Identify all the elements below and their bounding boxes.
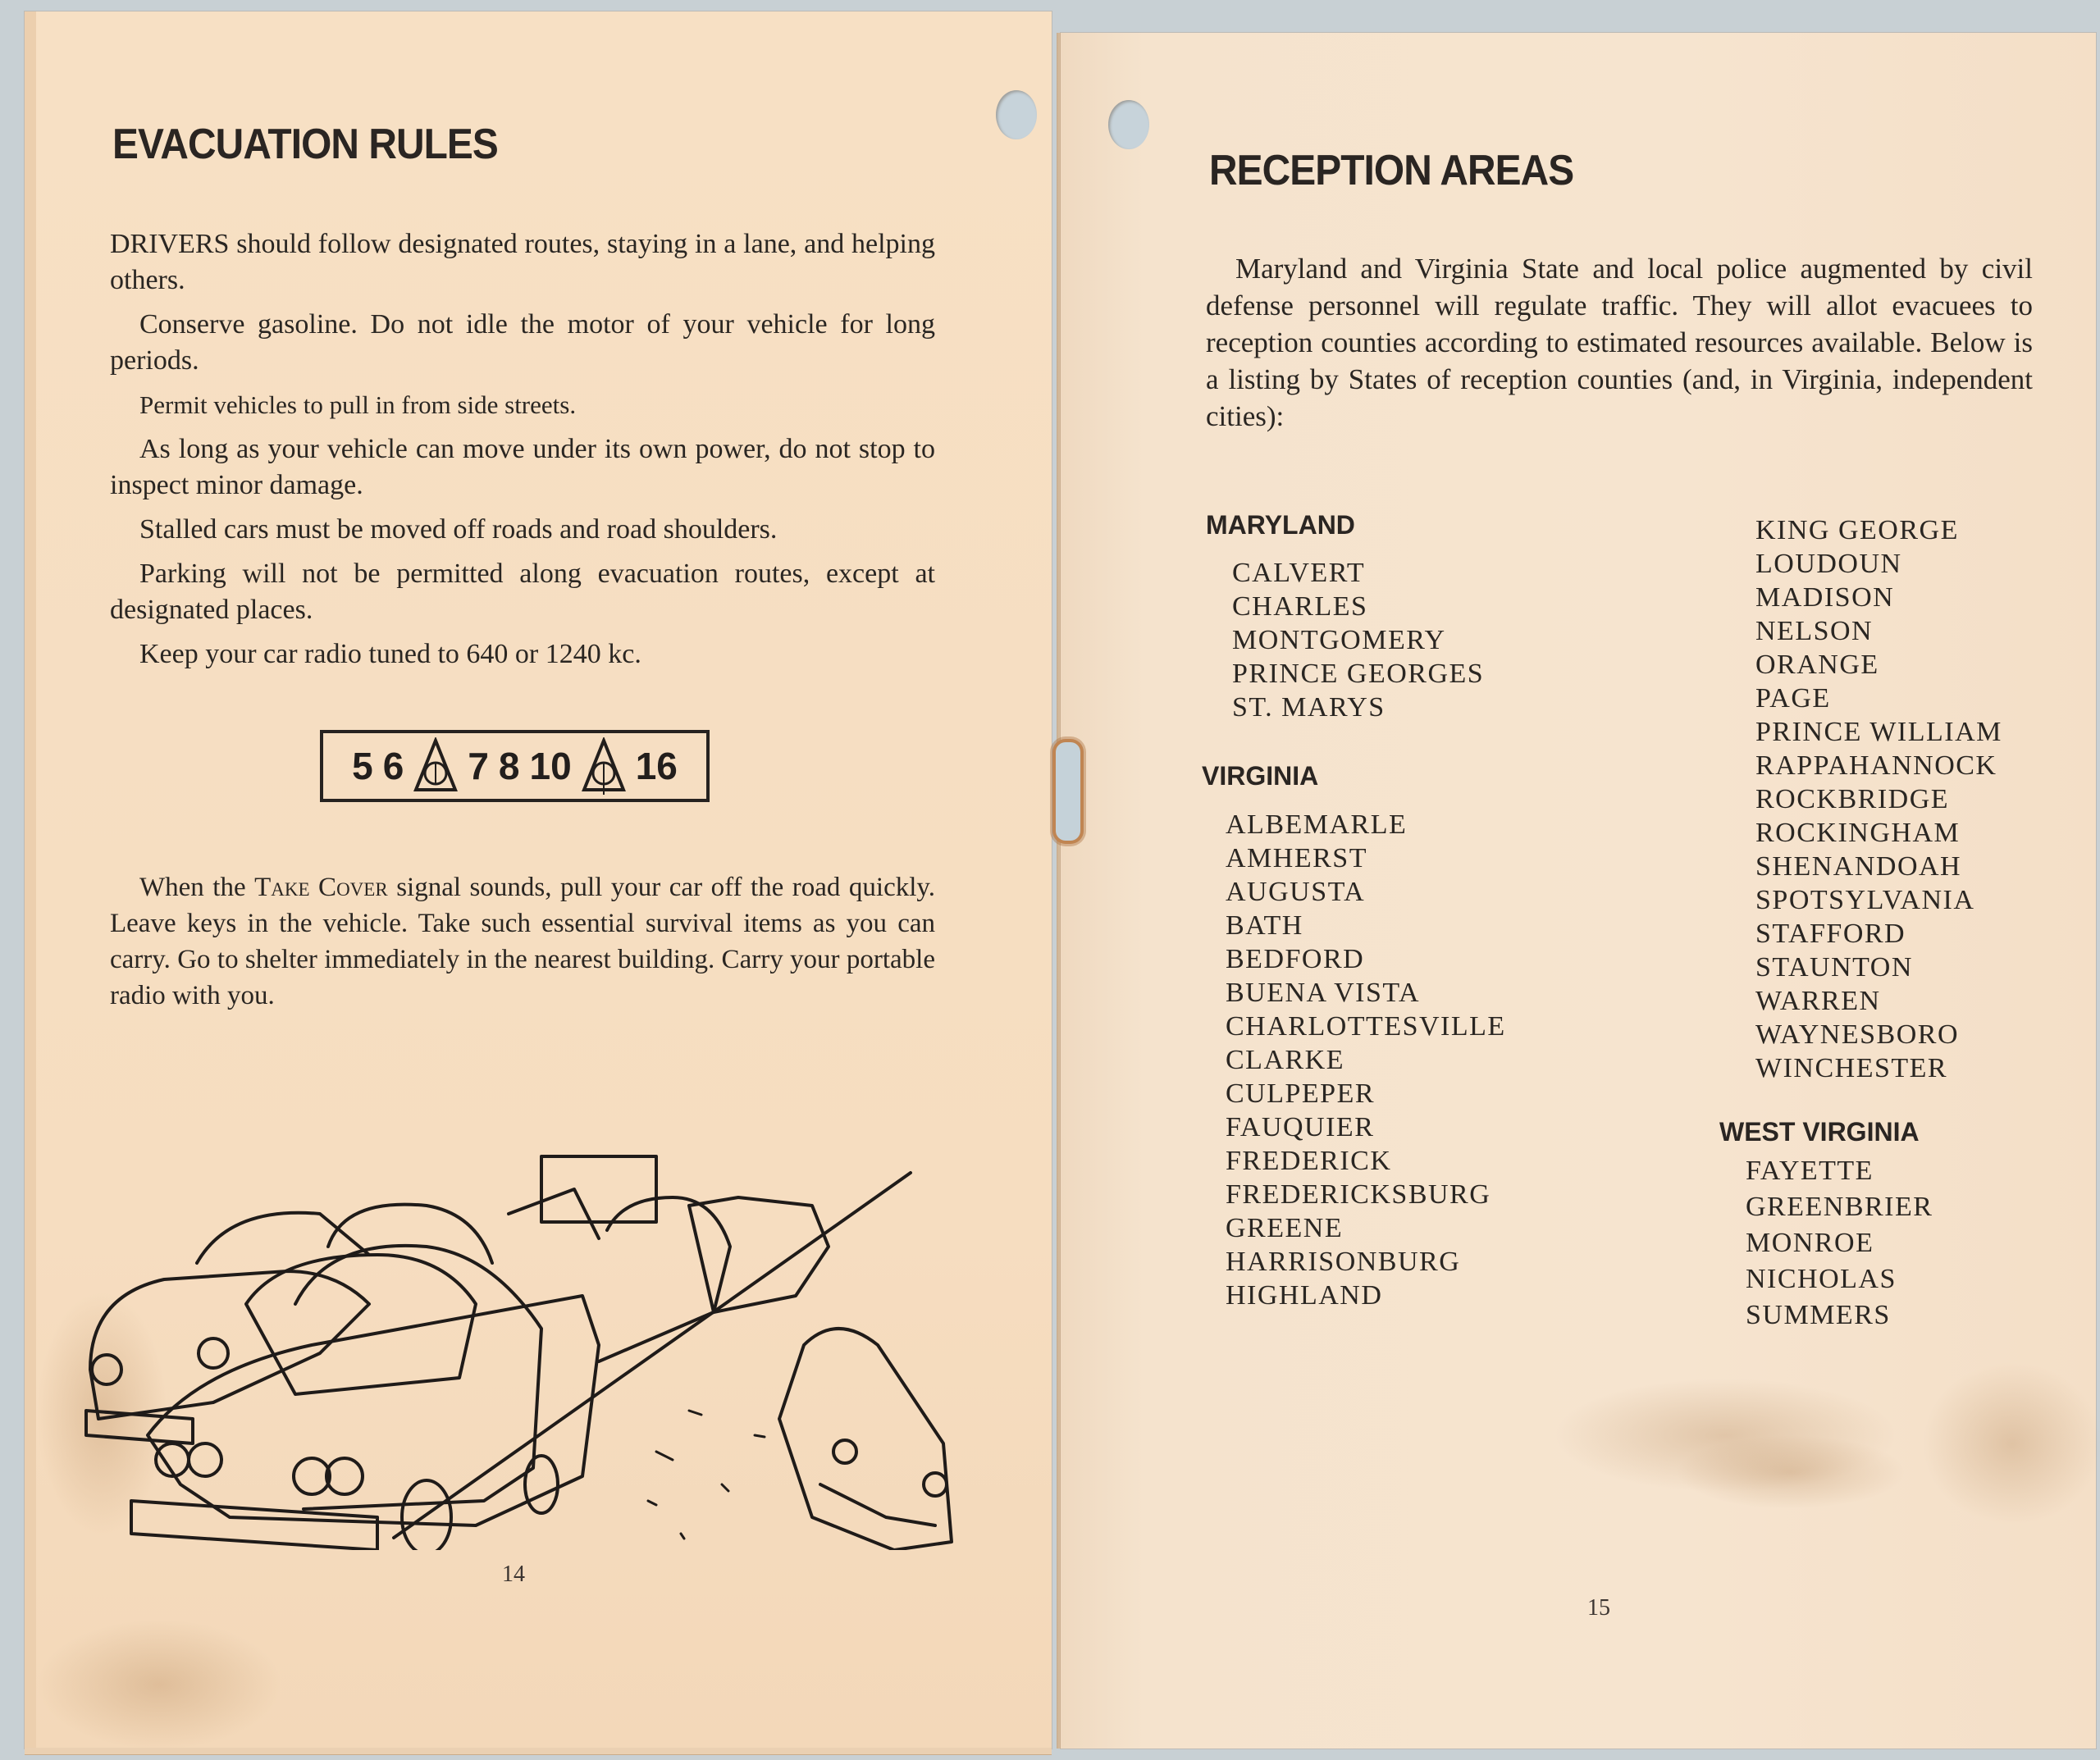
paper-stain [1676, 1435, 1906, 1509]
civil-defense-triangle-icon [582, 737, 626, 795]
binding-tear [1056, 742, 1080, 841]
page-title: EVACUATION RULES [112, 121, 498, 168]
county-item: BATH [1226, 910, 1303, 941]
county-item: ALBEMARLE [1226, 809, 1408, 840]
state-heading-virginia: VIRGINIA [1202, 761, 1319, 791]
rule-paragraph: Stalled cars must be moved off roads and road shoulders. [139, 514, 778, 545]
county-item: PAGE [1755, 683, 1831, 714]
route-number: 7 [468, 745, 489, 787]
county-item: NICHOLAS [1746, 1264, 1897, 1294]
take-cover-text: When the [139, 873, 255, 902]
maryland-county-list [1232, 556, 1484, 724]
route-number: 5 [352, 745, 373, 787]
virginia-county-list-col1 [1226, 808, 1506, 1312]
county-item: MONTGOMERY [1232, 625, 1446, 655]
county-item: SUMMERS [1746, 1300, 1891, 1330]
county-item: MADISON [1755, 582, 1895, 613]
county-item: WINCHESTER [1755, 1053, 1948, 1083]
route-number: 10 [529, 745, 572, 787]
county-item: CALVERT [1232, 558, 1366, 588]
rule-paragraph: As long as your vehicle can move under its own power, do not stop to inspect minor damage. [110, 434, 935, 500]
evacuation-rules-text [110, 226, 935, 681]
county-item: LOUDOUN [1755, 549, 1902, 579]
county-item: CHARLES [1232, 591, 1368, 622]
route-number: 8 [498, 745, 520, 787]
rule-paragraph: Conserve gasoline. Do not idle the motor of your vehicle for long periods. [110, 309, 935, 376]
county-item: STAUNTON [1755, 952, 1913, 983]
county-item: ORANGE [1755, 650, 1879, 680]
page-title: RECEPTION AREAS [1209, 147, 1574, 194]
rule-paragraph: Parking will not be permitted along evacuation routes, except at designated places. [110, 559, 935, 625]
traffic-jam-cars-illustration [82, 1140, 960, 1550]
county-item: HARRISONBURG [1226, 1247, 1461, 1277]
paper-stain [1922, 1361, 2100, 1525]
state-heading-maryland: MARYLAND [1206, 510, 1355, 540]
reception-intro [1206, 250, 2033, 443]
county-item: CULPEPER [1226, 1078, 1376, 1109]
county-item: CLARKE [1226, 1045, 1344, 1075]
page-number: 14 [502, 1562, 525, 1587]
take-cover-text: signal sounds, pull your car off the road quickly. Leave keys in the vehicle. Take such essential survival items as you can carry. Go to shelter immediately in the nearest building. Carry your portable radio with you. [110, 873, 936, 1010]
page-number: 15 [1587, 1595, 1610, 1621]
route-number: 6 [382, 745, 404, 787]
county-item: SHENANDOAH [1755, 851, 1962, 882]
county-item: STAFFORD [1755, 919, 1906, 949]
civil-defense-triangle-icon [413, 737, 458, 795]
county-item: ROCKINGHAM [1755, 818, 1961, 848]
take-cover-signal: Take Cover [254, 873, 388, 902]
county-item: FAUQUIER [1226, 1112, 1375, 1142]
county-item: CHARLOTTESVILLE [1226, 1011, 1506, 1042]
rule-paragraph: DRIVERS should follow designated routes, staying in a lane, and helping others. [110, 229, 935, 295]
evacuation-route-sign [320, 730, 710, 802]
rule-paragraph: Permit vehicles to pull in from side streets. [139, 390, 577, 419]
county-item: WAYNESBORO [1755, 1019, 1960, 1050]
punch-hole [996, 90, 1037, 139]
route-number: 16 [635, 745, 678, 787]
west-virginia-county-list [1746, 1153, 1933, 1334]
county-item: NELSON [1755, 616, 1874, 646]
punch-hole [1108, 100, 1149, 149]
state-heading-west-virginia: WEST VIRGINIA [1719, 1117, 1920, 1147]
county-item: FAYETTE [1746, 1156, 1874, 1186]
county-item: FREDERICK [1226, 1146, 1392, 1176]
county-item: SPOTSYLVANIA [1755, 885, 1975, 915]
county-item: KING GEORGE [1755, 515, 1959, 545]
paper-stain [36, 1619, 282, 1750]
county-item: WARREN [1755, 986, 1881, 1016]
county-item: BEDFORD [1226, 944, 1365, 974]
virginia-county-list-col2 [1755, 513, 2002, 1085]
county-item: FREDERICKSBURG [1226, 1179, 1491, 1210]
county-item: PRINCE WILLIAM [1755, 717, 2002, 747]
county-item: GREENBRIER [1746, 1192, 1933, 1222]
county-item: HIGHLAND [1226, 1280, 1383, 1311]
county-item: AUGUSTA [1226, 877, 1366, 907]
county-item: BUENA VISTA [1226, 978, 1421, 1008]
county-item: RAPPAHANNOCK [1755, 750, 1997, 781]
rule-paragraph: Keep your car radio tuned to 640 or 1240 kc. [139, 639, 641, 669]
county-item: GREENE [1226, 1213, 1344, 1243]
take-cover-paragraph [110, 869, 935, 1022]
county-item: PRINCE GEORGES [1232, 659, 1485, 689]
intro-paragraph: Maryland and Virginia State and local police augmented by civil defense personnel will regulate traffic. They will allot evacuees to reception counties according to estimated resources available. Below is a listing by States of reception counties (and, in Virginia, independent cities): [1206, 253, 2033, 432]
county-item: MONROE [1746, 1228, 1874, 1258]
county-item: ROCKBRIDGE [1755, 784, 1950, 814]
county-item: ST. MARYS [1232, 692, 1386, 723]
county-item: AMHERST [1226, 843, 1367, 873]
